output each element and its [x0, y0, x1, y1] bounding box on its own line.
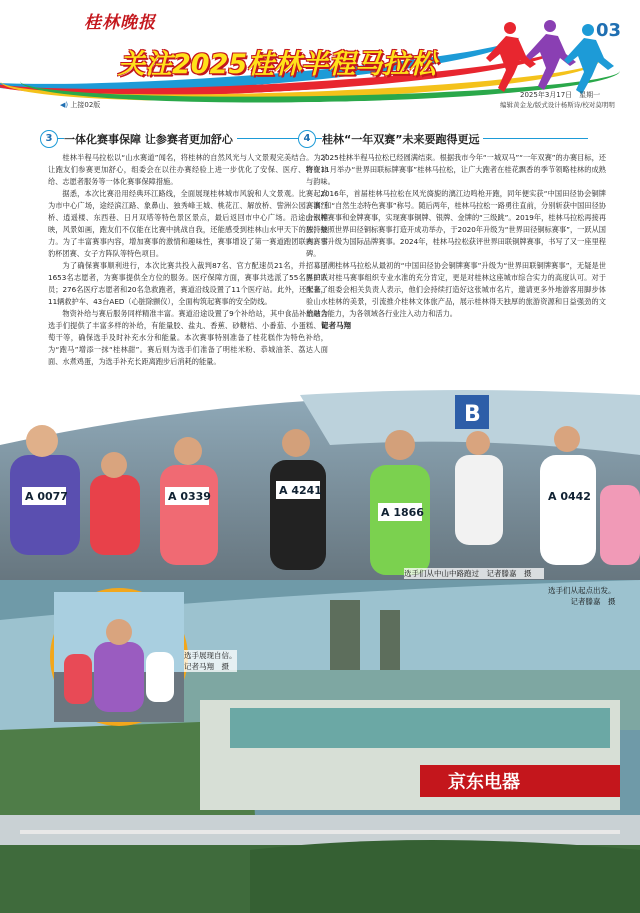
caption-circle: 选手展现自信。 记者马翔 摄 — [184, 651, 237, 671]
paragraph: 桂林半程马拉松以“山水赛道”闻名，将桂林的自然风光与人文景观完美结合。为了让跑友们参赛更加舒心，组委会在以往办赛经验上进一步优化了安保、医疗、物资补给、志愿者服务等一体化赛事保障措施。 — [48, 153, 328, 186]
editor-credits: 编辑黄金龙/版式设计杨斯诗/校对莫明明 — [500, 101, 615, 109]
paragraph: 据悉，本次比赛沿用经典环江路线，全面展现桂林城市风貌和人文景观。比赛起点为市中心广场，途经滨江路、象鼻山、独秀峰王城、桃花江、解放桥、訾洲公园、漓江桥、逍遥楼、东西巷、日月双塔等特色景区景点，最后返回市中心广场。沿途山水相映，风景如画，跑友们不仅能在比赛中挑战自我，还能感受到桂林山水甲天下的独特魅力。为了丰富赛事内容，增加赛事的激情和趣味性，赛事增设了第一赛道跑团联赛、雪豹杯团赛、女子方阵队等特色项目。 — [48, 189, 328, 258]
paragraph: 2016年，首届桂林马拉松在风光旖旎的漓江边鸣枪开跑，同年便实获“中国田径协会铜牌赛事”和“自然生态特色赛事”称号。随后两年，桂林马拉松一路勇往直前，分别斩获中国田径协会银牌赛事和金牌赛事，实现赛事铜牌、银牌、金牌的“三级跳”。2019年，桂林马拉松再接再厉，按照世界田径铜标赛事打造开成功举办，于2020年升级为“世界田径铜标赛事”，一跃从国内赛事升级为国际品牌赛事。2024年，桂林马拉松获评世界田联铜牌赛事，书写了又一座里程碑。 — [306, 189, 606, 258]
page-headline: 关注2025桂林半程马拉松 — [118, 49, 437, 80]
section-4-body — [306, 152, 606, 332]
store-sign: 京东电器 — [448, 772, 520, 793]
paragraph: 2025桂林半程马拉松已经圆满结束。根据我市今年“一城双马”“一年双赛”的办赛目标，还将在11月举办“世界田联标牌赛事”桂林马拉松，让广大跑者在桂花飘香的季节领略桂林的成熟与韵味。 — [306, 153, 606, 186]
newspaper-logo: 桂林晚报 — [84, 13, 156, 33]
section-3-body — [48, 152, 328, 368]
banner-letter: B — [464, 402, 481, 427]
section-3-title: 一体化赛事保障 让参赛者更加舒心 — [64, 131, 237, 147]
masthead — [0, 0, 640, 109]
section-number-badge: 3 — [40, 130, 58, 148]
paragraph: 为了确保赛事顺利进行，本次比赛共投入裁判87名、官方配速员21名，并招募了1653名志愿者，为赛事提供全方位的服务。医疗保障方面，赛事共选派了55名医护人员；276名医疗志愿者和20名急救跑者，赛道沿线设置了11个医疗站。此外，还配备了11辆救护车、43台AED（心脏除颤仪），全面构筑起赛事的安全防线。 — [48, 261, 328, 306]
section-4-title: 桂林“一年双赛”未来要跑得更远 — [322, 131, 483, 147]
byline: 记者马翔 — [321, 321, 351, 330]
bib-number: A 1866 — [381, 506, 424, 519]
continued-from: ◀) 上接02版 — [60, 101, 101, 109]
paragraph: 物资补给与赛后服务同样精准丰富。赛道沿途设置了9个补给站，其中食品补给站为选手们提供了丰富多样的补给，有能量胶、盐丸、香蕉、砂糖桔、小番茄、小蛋糕、葡萄干等，确保选手及时补充水分和能量。本次赛事特别准备了桂花糕作为特色补给，为“跑马”增添一抹“桂林甜”。赛后则为选手们准备了明桂米粉、恭城油茶、荔达人面面、水煮鸡蛋，为选手补充长距离跑步后消耗的能量。 — [48, 309, 328, 366]
caption-zhongshan-road: 选手们从中山中路跑过 记者滕嘉 摄 — [404, 568, 544, 579]
bib-number: A 4241 — [279, 484, 322, 497]
paragraph: 回溯桂林马拉松从最初的“中国田径协会铜牌赛事”升级为“世界田联铜牌赛事”，无疑是世界田联对桂马赛事组织专业水准的充分肯定，更是对桂林这座城市综合实力的高度认可。对于未来，组委会相关负责人表示，他们会持续打造好这张城市名片，邀请更多外地游客用脚步体验山水桂林的美景，引流推介桂林文体旅产品，展示桂林得天独厚的旅游资源和日益强劲的文旅融合能力，为各领域各行业注入动力和活力。 — [306, 261, 606, 318]
section-4-heading — [298, 130, 588, 148]
page-number: 03 — [596, 20, 622, 41]
bib-number: A 0339 — [168, 490, 211, 503]
bib-number: A 0442 — [548, 490, 591, 503]
confident-runner-photo — [50, 588, 188, 726]
bib-number: A 0077 — [25, 490, 68, 503]
speaker-icon: ◀) — [60, 101, 69, 109]
section-number-badge: 4 — [298, 130, 316, 148]
section-3-heading — [40, 130, 330, 148]
issue-date: 2025年3月17日 星期一 — [520, 91, 601, 99]
caption-start: 选手们从起点出发。 记者滕嘉 摄 — [548, 586, 616, 606]
